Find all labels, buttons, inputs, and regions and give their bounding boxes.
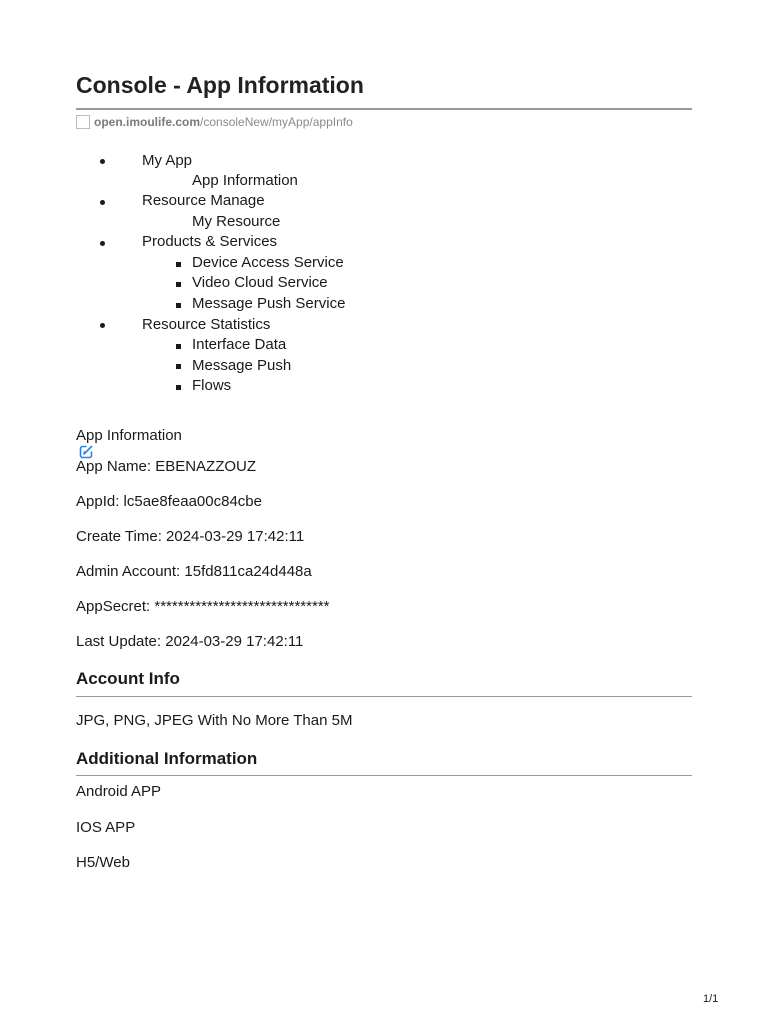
nav-item-resource-manage[interactable]: Resource Manage [142, 192, 265, 209]
nav-item-app-information[interactable]: App Information [192, 172, 298, 189]
nav-item-my-resource[interactable]: My Resource [192, 213, 281, 230]
url-host[interactable]: open.imoulife.com [94, 115, 201, 129]
square-marker [176, 344, 181, 349]
bullet-marker [100, 241, 105, 246]
url-path[interactable]: /consoleNew/myApp/appInfo [200, 115, 353, 129]
page-title: Console - App Information [76, 72, 364, 98]
page-number: 1/1 [703, 993, 719, 1005]
app-secret-field: AppSecret: ****************************** [76, 598, 330, 615]
additional-info-heading: Additional Information [76, 749, 258, 768]
square-marker [176, 282, 181, 287]
nav-item-interface-data[interactable]: Interface Data [192, 336, 287, 353]
favicon-icon [76, 115, 90, 129]
account-info-heading: Account Info [76, 669, 180, 688]
app-name-field: App Name: EBENAZZOUZ [76, 458, 257, 475]
nav-item-my-app[interactable]: My App [142, 152, 193, 169]
square-marker [176, 364, 181, 369]
section-divider [76, 696, 692, 697]
square-marker [176, 303, 181, 308]
nav-item-flows[interactable]: Flows [192, 377, 232, 394]
square-marker [176, 385, 181, 390]
ios-app-link[interactable]: IOS APP [76, 819, 136, 836]
android-app-link[interactable]: Android APP [76, 783, 162, 800]
app-id-field: AppId: lc5ae8feaa00c84cbe [76, 493, 262, 510]
h5-web-link[interactable]: H5/Web [76, 854, 130, 871]
last-update-field: Last Update: 2024-03-29 17:42:11 [76, 633, 304, 650]
bullet-marker [100, 200, 105, 205]
bullet-marker [100, 323, 105, 328]
create-time-field: Create Time: 2024-03-29 17:42:11 [76, 528, 305, 545]
admin-account-field: Admin Account: 15fd811ca24d448a [76, 563, 312, 580]
title-divider [76, 108, 692, 110]
account-info-note: JPG, PNG, JPEG With No More Than 5M [76, 712, 353, 729]
nav-item-products-services[interactable]: Products & Services [142, 233, 278, 250]
nav-item-resource-statistics[interactable]: Resource Statistics [142, 316, 271, 333]
nav-item-device-access-service[interactable]: Device Access Service [192, 254, 344, 271]
square-marker [176, 262, 181, 267]
bullet-marker [100, 159, 105, 164]
nav-item-message-push-service[interactable]: Message Push Service [192, 295, 346, 312]
nav-item-message-push[interactable]: Message Push [192, 357, 292, 374]
app-info-heading: App Information [76, 427, 182, 444]
nav-item-video-cloud-service[interactable]: Video Cloud Service [192, 274, 328, 291]
source-url [76, 114, 353, 130]
section-divider [76, 775, 692, 776]
